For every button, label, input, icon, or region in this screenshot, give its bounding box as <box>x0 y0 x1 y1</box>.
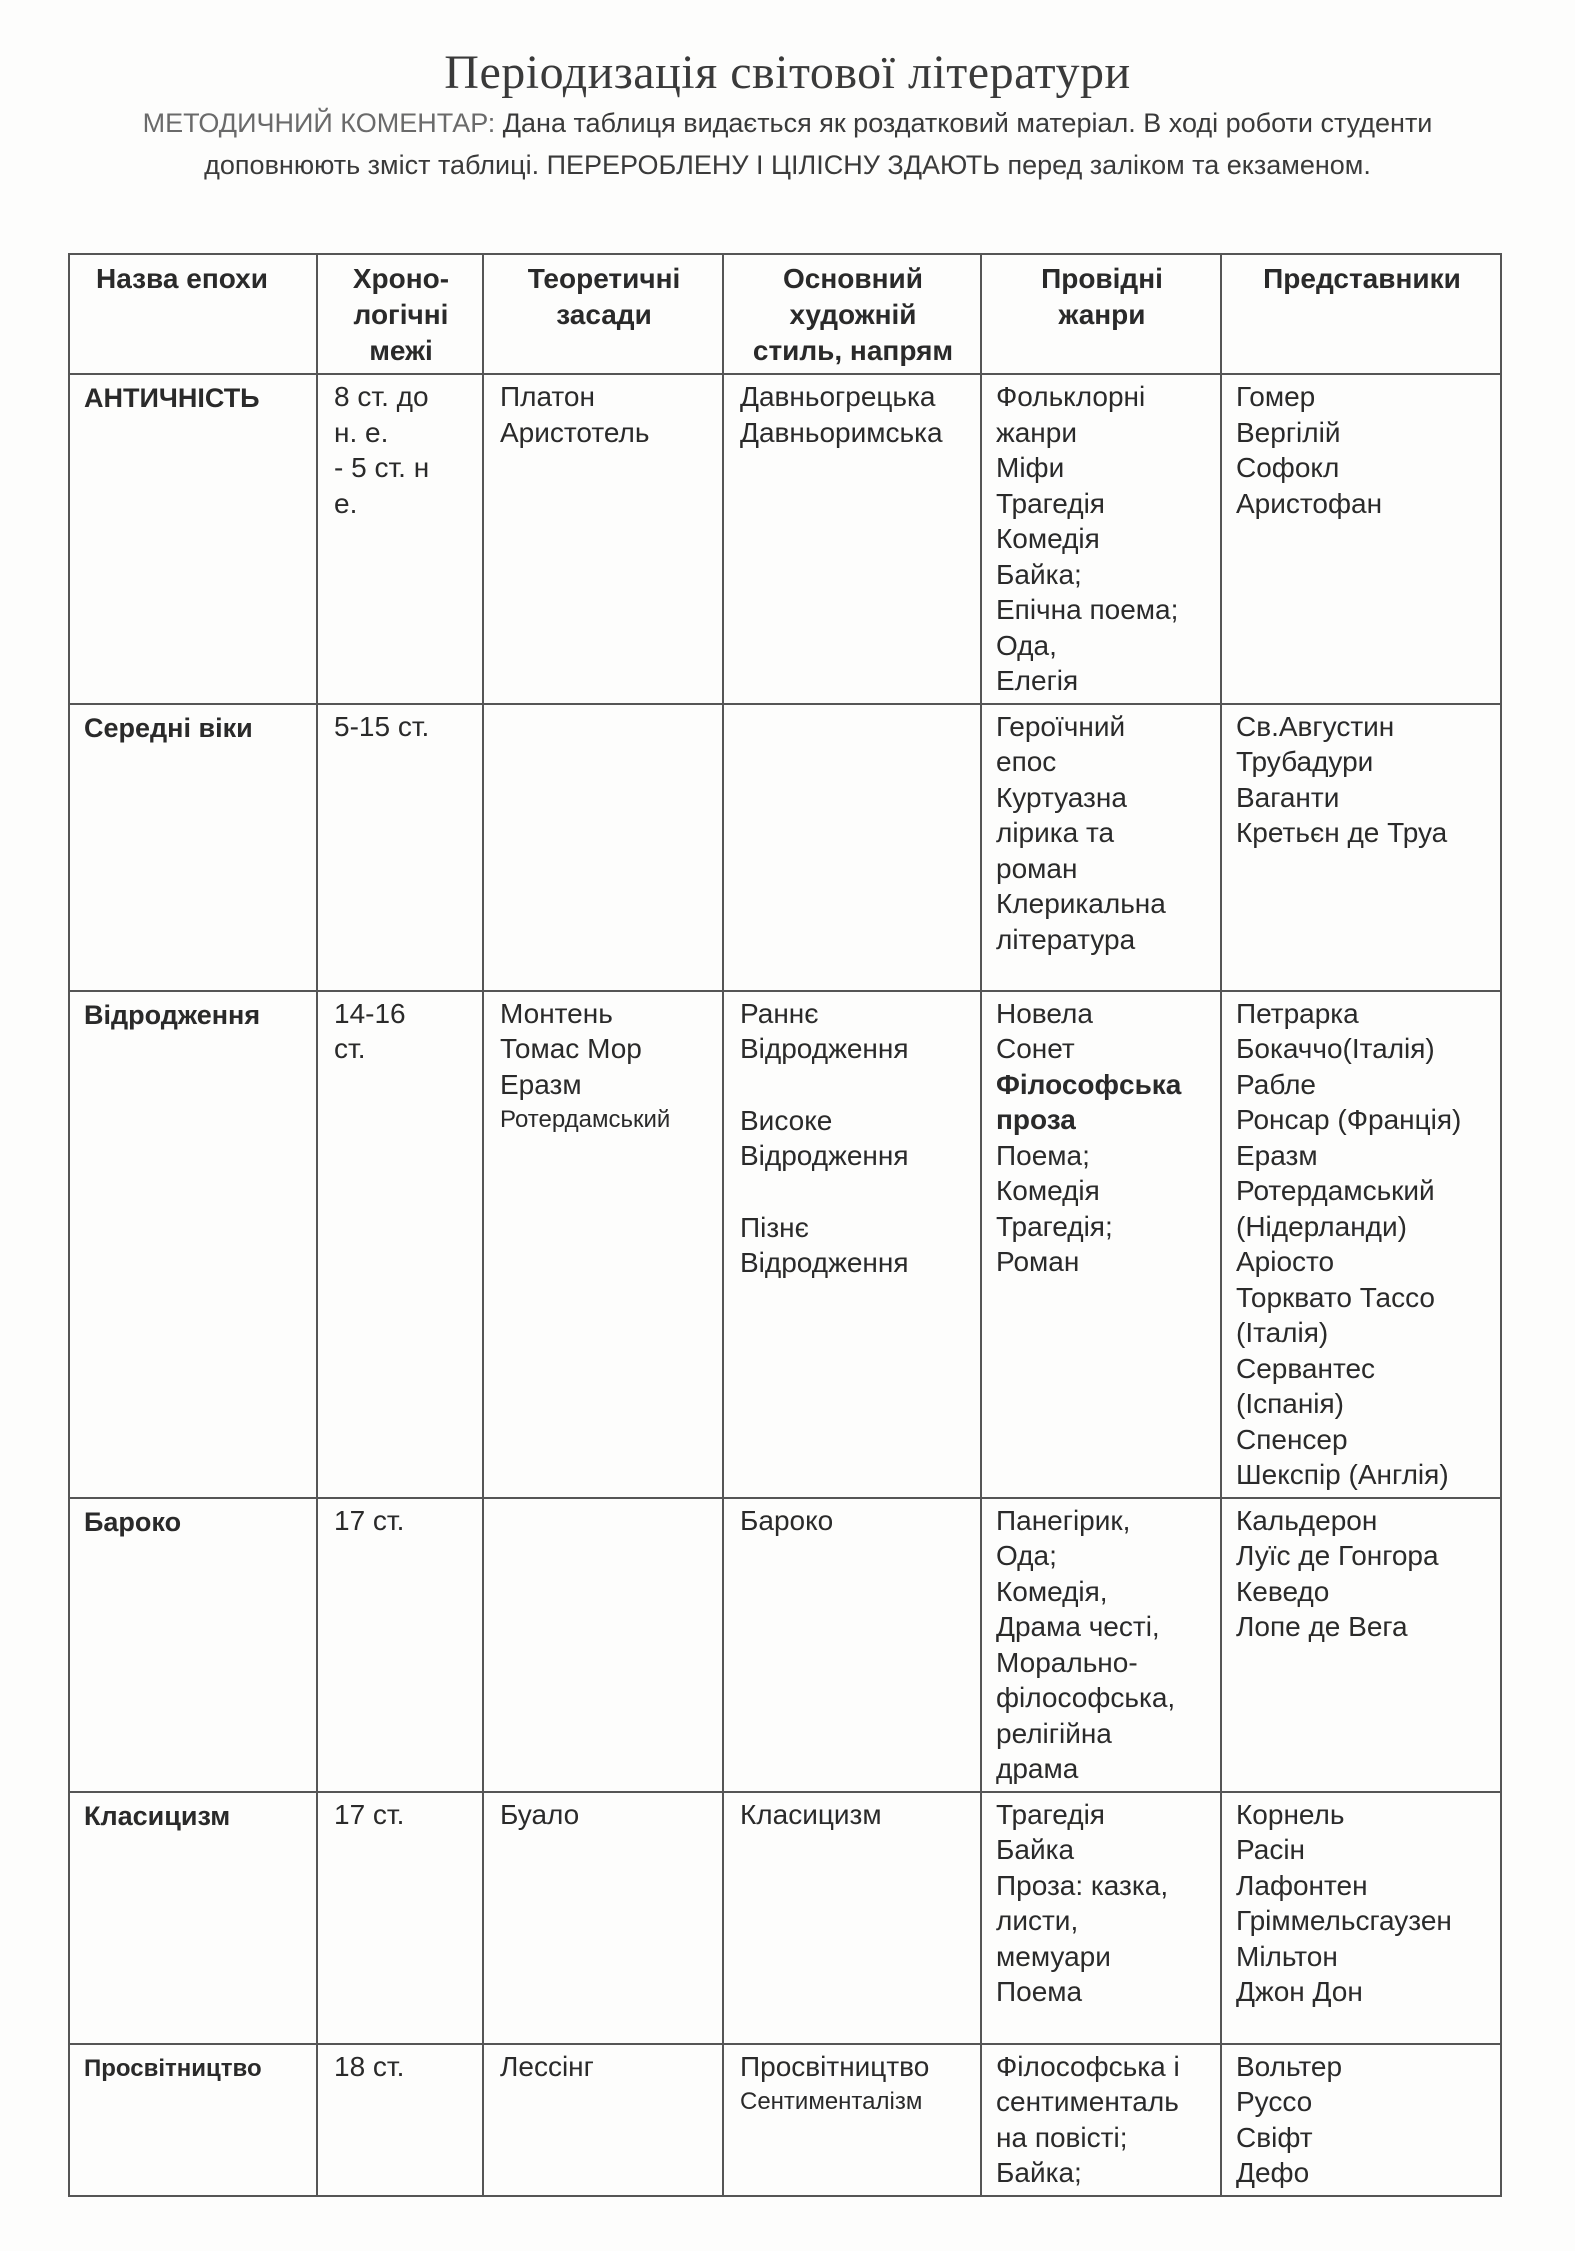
authors-line: Трубадури <box>1236 746 1374 777</box>
epoch-name-cell: Просвітництво <box>69 2044 317 2196</box>
authors-line: Лопе де Вега <box>1236 1611 1408 1642</box>
chronology-line: н. е. <box>334 416 389 448</box>
style-line: Сентименталізм <box>740 2088 923 2115</box>
theory-line: Томас Мор <box>500 1033 642 1064</box>
theory-line: Буало <box>500 1798 580 1830</box>
style-cell <box>723 704 981 991</box>
authors-line: Рабле <box>1236 1068 1317 1100</box>
genres-line: жанри <box>996 416 1077 448</box>
chronology-line: е. <box>334 487 358 519</box>
header-epoch: Назва епохи <box>69 254 317 374</box>
style-line: Бароко <box>740 1504 834 1536</box>
style-line: Пізнє <box>740 1211 809 1243</box>
authors-line: Вергілій <box>1236 416 1341 448</box>
methodical-comment-lead: МЕТОДИЧНИЙ КОМЕНТАР: <box>142 108 496 138</box>
table-row <box>69 1498 1501 1792</box>
genres-line: Морально- <box>996 1646 1138 1678</box>
authors-line: Бокаччо(Італія) <box>1236 1033 1435 1064</box>
authors-line: Корнель <box>1236 1798 1345 1830</box>
authors-line: Кальдерон <box>1236 1504 1378 1536</box>
genres-line: Роман <box>996 1246 1080 1277</box>
authors-line: Шекспір (Англія) <box>1236 1459 1449 1490</box>
authors-line: Петрарка <box>1236 997 1359 1029</box>
epoch-name-cell: Класицизм <box>69 1792 317 2044</box>
table-row <box>69 704 1501 991</box>
genres-cell <box>981 2044 1221 2196</box>
genres-line: Драма честі, <box>996 1611 1160 1642</box>
authors-line: Сервантес <box>1236 1352 1376 1384</box>
table-row <box>69 1792 1501 2044</box>
header-chronology: Хроно- логічні межі <box>317 254 483 374</box>
authors-cell <box>1221 991 1501 1498</box>
authors-line: Аріосто <box>1236 1246 1335 1277</box>
genres-line: Трагедія <box>996 487 1105 519</box>
style-cell <box>723 1792 981 2044</box>
genres-cell <box>981 704 1221 991</box>
methodical-comment-text: Дана таблиця видається як роздатковий матеріал. В ході роботи студенти доповнюють зміст таблиці. ПЕРЕРОБЛЕНУ І ЦІЛІСНУ ЗДАЮТЬ перед заліком та екзаменом. <box>204 108 1433 180</box>
genres-line: Панегірик, <box>996 1504 1131 1536</box>
theory-line: Ротердамський <box>500 1106 671 1133</box>
genres-line: драма <box>996 1753 1079 1784</box>
header-style: Основний художній стиль, напрям <box>723 254 981 374</box>
style-line: Відродження <box>740 1140 909 1171</box>
theory-cell <box>483 1792 723 2044</box>
table-row <box>69 2044 1501 2196</box>
genres-line: Ода, <box>996 629 1057 661</box>
genres-line: Байка; <box>996 558 1082 590</box>
genres-line: Сонет <box>996 1033 1075 1064</box>
genres-line: Героїчний <box>996 710 1126 742</box>
genres-line: релігійна <box>996 1717 1112 1749</box>
table-row <box>69 374 1501 704</box>
authors-line: Дефо <box>1236 2157 1310 2188</box>
theory-line: Аристотель <box>500 416 650 448</box>
authors-line: Ротердамський <box>1236 1175 1435 1206</box>
style-line: Раннє <box>740 997 819 1029</box>
authors-line: Ваганти <box>1236 781 1340 813</box>
style-line: Просвітництво <box>740 2050 930 2082</box>
genres-line: сентименталь <box>996 2086 1179 2117</box>
genres-line: Ода; <box>996 1540 1057 1571</box>
chronology-line: 14-16 <box>334 997 406 1029</box>
genres-line: Куртуазна <box>996 781 1127 813</box>
genres-cell <box>981 991 1221 1498</box>
theory-line: Платон <box>500 381 595 412</box>
genres-line: Філософська і <box>996 2050 1180 2082</box>
authors-line: Ронсар (Франція) <box>1236 1104 1462 1135</box>
style-line: Давньогрецька <box>740 381 936 412</box>
chronology-cell <box>317 991 483 1498</box>
table-header-row <box>69 254 1501 374</box>
epoch-name-cell: Середні віки <box>69 704 317 991</box>
genres-line: на повісті; <box>996 2121 1128 2153</box>
authors-line: Руссо <box>1236 2086 1313 2117</box>
genres-line: Байка; <box>996 2157 1082 2188</box>
chronology-cell <box>317 1792 483 2044</box>
chronology-cell <box>317 2044 483 2196</box>
genres-line: література <box>996 923 1136 955</box>
authors-line: Спенсер <box>1236 1423 1348 1455</box>
style-cell <box>723 374 981 704</box>
authors-line: (Італія) <box>1236 1317 1329 1348</box>
authors-cell <box>1221 1792 1501 2044</box>
style-line: Класицизм <box>740 1798 882 1830</box>
authors-line: Луїс де Гонгора <box>1236 1540 1439 1571</box>
genres-line: Поема <box>996 1976 1083 2007</box>
authors-line: Кеведо <box>1236 1575 1330 1607</box>
authors-cell <box>1221 704 1501 991</box>
authors-line: Гомер <box>1236 381 1316 412</box>
genres-line: лірика та <box>996 817 1115 848</box>
theory-line: Еразм <box>500 1068 582 1100</box>
authors-line: Лафонтен <box>1236 1869 1368 1901</box>
authors-cell <box>1221 2044 1501 2196</box>
authors-line: Гріммельсгаузен <box>1236 1905 1452 1936</box>
header-authors: Представники <box>1221 254 1501 374</box>
genres-line: Комедія <box>996 523 1100 554</box>
epoch-name-cell: АНТИЧНІСТЬ <box>69 374 317 704</box>
style-line: Давньоримська <box>740 416 943 448</box>
genres-line: Клерикальна <box>996 888 1166 919</box>
genres-line: Епічна поема; <box>996 594 1179 625</box>
style-line: Високе <box>740 1104 833 1136</box>
genres-line: Фольклорні <box>996 381 1146 412</box>
genres-line: роман <box>996 852 1078 884</box>
authors-line: (Іспанія) <box>1236 1388 1345 1419</box>
theory-line: Монтень <box>500 997 613 1029</box>
genres-line: епос <box>996 746 1057 777</box>
authors-line: (Нідерланди) <box>1236 1210 1407 1242</box>
theory-cell <box>483 374 723 704</box>
authors-cell <box>1221 1498 1501 1792</box>
authors-line: Джон Дон <box>1236 1976 1363 2007</box>
genres-cell <box>981 1498 1221 1792</box>
theory-cell <box>483 991 723 1498</box>
chronology-line: ст. <box>334 1033 366 1064</box>
genres-cell <box>981 374 1221 704</box>
chronology-line: 18 ст. <box>334 2050 405 2082</box>
style-line: Відродження <box>740 1247 909 1278</box>
genres-line: Міфи <box>996 452 1065 483</box>
authors-line: Свіфт <box>1236 2121 1313 2153</box>
header-genres: Провідні жанри <box>981 254 1221 374</box>
theory-line: Лессінг <box>500 2050 594 2082</box>
theory-cell <box>483 704 723 991</box>
authors-line: Еразм <box>1236 1139 1318 1171</box>
table-row <box>69 991 1501 1498</box>
authors-line: Торквато Тассо <box>1236 1281 1435 1313</box>
authors-line: Аристофан <box>1236 487 1383 519</box>
theory-cell <box>483 2044 723 2196</box>
chronology-cell <box>317 1498 483 1792</box>
authors-line: Кретьєн де Труа <box>1236 817 1448 848</box>
genres-line: мемуари <box>996 1940 1111 1972</box>
methodical-comment <box>110 102 1465 186</box>
chronology-line: - 5 ст. н <box>334 452 430 483</box>
style-cell <box>723 991 981 1498</box>
epoch-name-cell: Відродження <box>69 991 317 1498</box>
genres-line: Філософська <box>996 1068 1182 1100</box>
genres-line: Поема; <box>996 1139 1090 1171</box>
chronology-line: 17 ст. <box>334 1504 405 1536</box>
literature-periods-table <box>68 253 1502 2197</box>
chronology-line: 8 ст. до <box>334 381 429 412</box>
epoch-name-cell: Бароко <box>69 1498 317 1792</box>
genres-line: філософська, <box>996 1682 1176 1713</box>
genres-line: Комедія <box>996 1175 1100 1206</box>
authors-line: Св.Августин <box>1236 710 1395 742</box>
chronology-cell <box>317 704 483 991</box>
authors-cell <box>1221 374 1501 704</box>
genres-line: Проза: казка, <box>996 1869 1169 1901</box>
authors-line: Софокл <box>1236 452 1340 483</box>
genres-line: Комедія, <box>996 1575 1108 1607</box>
genres-line: Трагедія <box>996 1798 1105 1830</box>
authors-line: Расін <box>1236 1834 1306 1865</box>
header-theory: Теоретичні засади <box>483 254 723 374</box>
genres-line: проза <box>996 1104 1076 1135</box>
chronology-line: 17 ст. <box>334 1798 405 1830</box>
genres-line: Елегія <box>996 665 1079 696</box>
authors-line: Мільтон <box>1236 1940 1338 1972</box>
genres-line: Трагедія; <box>996 1210 1113 1242</box>
genres-line: Новела <box>996 997 1093 1029</box>
style-cell <box>723 2044 981 2196</box>
authors-line: Вольтер <box>1236 2050 1343 2082</box>
genres-line: листи, <box>996 1905 1079 1936</box>
genres-line: Байка <box>996 1834 1075 1865</box>
chronology-line: 5-15 ст. <box>334 710 430 742</box>
genres-cell <box>981 1792 1221 2044</box>
theory-cell <box>483 1498 723 1792</box>
chronology-cell <box>317 374 483 704</box>
style-cell <box>723 1498 981 1792</box>
page-title: Періодизація світової літератури <box>444 46 1131 99</box>
style-line: Відродження <box>740 1033 909 1064</box>
